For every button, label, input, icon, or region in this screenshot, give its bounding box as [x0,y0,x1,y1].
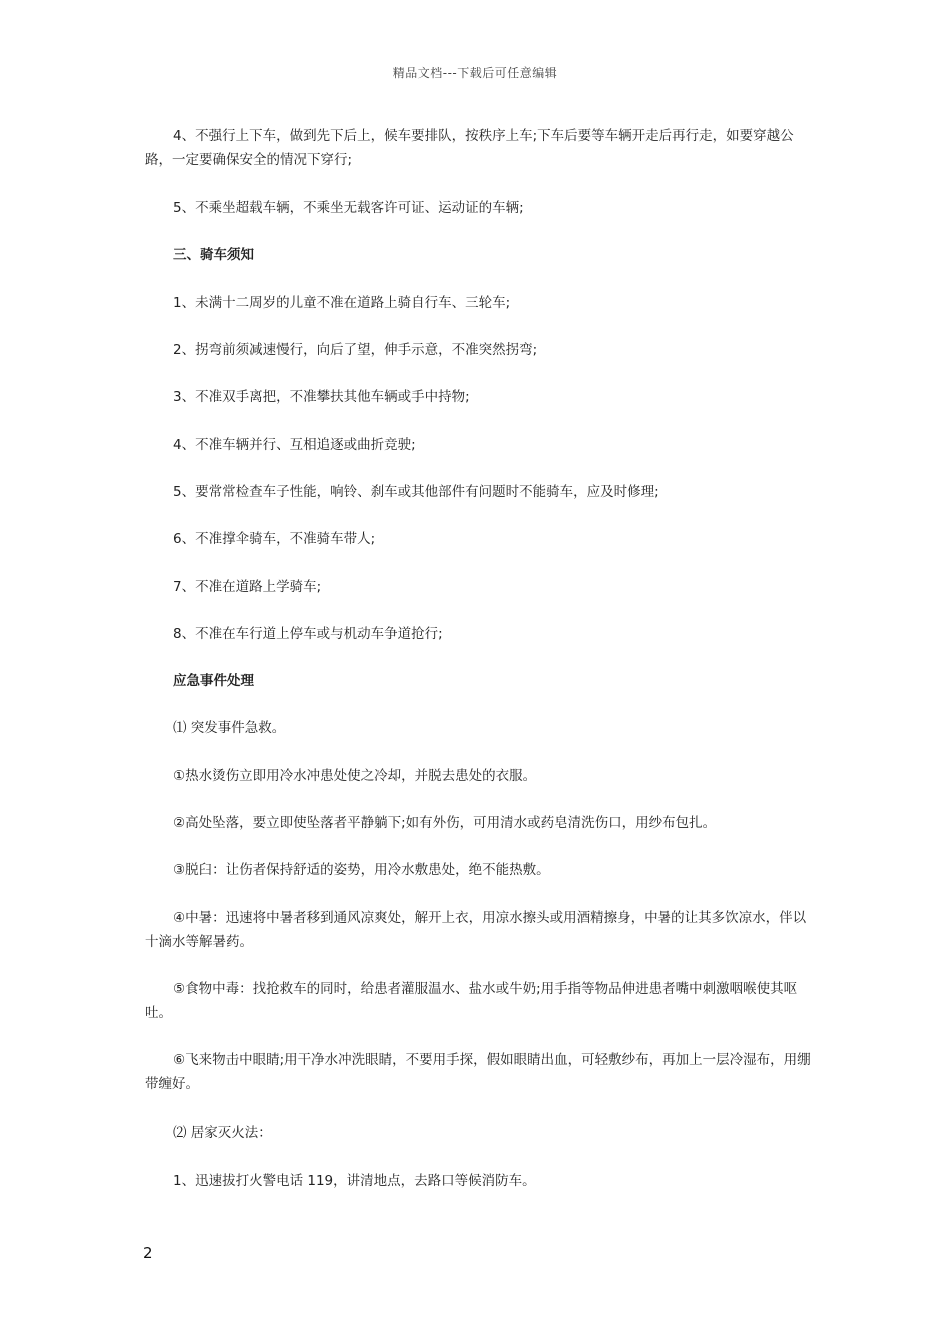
subheading-first-aid: ⑴ 突发事件急救。 [173,720,286,736]
paragraph-first-aid-3: ③脱臼：让伤者保持舒适的姿势，用冷水敷患处，绝不能热敷。 [173,862,550,878]
paragraph-cycling-4: 4、不准车辆并行、互相追逐或曲折竞驶; [173,437,416,453]
paragraph-first-aid-1: ①热水烫伤立即用冷水冲患处使之冷却，并脱去患处的衣服。 [173,768,537,784]
paragraph-fire-1: 1、迅速拔打火警电话 119，讲清地点，去路口等候消防车。 [173,1173,536,1189]
page-header: 精品文档---下载后可任意编辑 [392,66,558,80]
section-heading-emergency: 应急事件处理 [173,673,254,689]
paragraph-cycling-2: 2、拐弯前须减速慢行，向后了望，伸手示意，不准突然拐弯; [173,342,538,358]
paragraph-cycling-3: 3、不准双手离把，不准攀扶其他车辆或手中持物; [173,389,470,405]
page-number: 2 [143,1244,153,1262]
paragraph-first-aid-2: ②高处坠落，要立即使坠落者平静躺下;如有外伤，可用清水或药皂清洗伤口，用纱布包扎。 [173,815,717,831]
paragraph-cycling-1: 1、未满十二周岁的儿童不准在道路上骑自行车、三轮车; [173,295,511,311]
paragraph-first-aid-4: ④中暑：迅速将中暑者移到通风凉爽处，解开上衣，用凉水擦头或用酒精擦身，中暑的让其多饮凉水，伴以十滴水等解暑药。 [145,910,807,950]
paragraph-first-aid-6: ⑥飞来物击中眼睛;用干净水冲洗眼睛，不要用手探，假如眼睛出血，可轻敷纱布，再加上一层冷湿布，用绷带缠好。 [145,1052,811,1092]
paragraph-cycling-8: 8、不准在车行道上停车或与机动车争道抢行; [173,626,443,642]
paragraph-item-4-boarding: 4、不强行上下车，做到先下后上，候车要排队，按秩序上车;下车后要等车辆开走后再行走，如要穿越公路，一定要确保安全的情况下穿行; [145,128,794,168]
paragraph-item-5-overloaded: 5、不乘坐超载车辆，不乘坐无载客许可证、运动证的车辆; [173,200,524,216]
subheading-fire-fighting: ⑵ 居家灭火法： [173,1125,272,1141]
paragraph-cycling-5: 5、要常常检查车子性能，响铃、刹车或其他部件有问题时不能骑车，应及时修理; [173,484,659,500]
paragraph-first-aid-5: ⑤食物中毒：找抢救车的同时，给患者灌服温水、盐水或牛奶;用手指等物品伸进患者嘴中刺激咽喉使其呕吐。 [145,981,798,1021]
paragraph-cycling-6: 6、不准撑伞骑车，不准骑车带人; [173,531,376,547]
paragraph-cycling-7: 7、不准在道路上学骑车; [173,579,322,595]
section-heading-cycling: 三、骑车须知 [173,247,254,263]
